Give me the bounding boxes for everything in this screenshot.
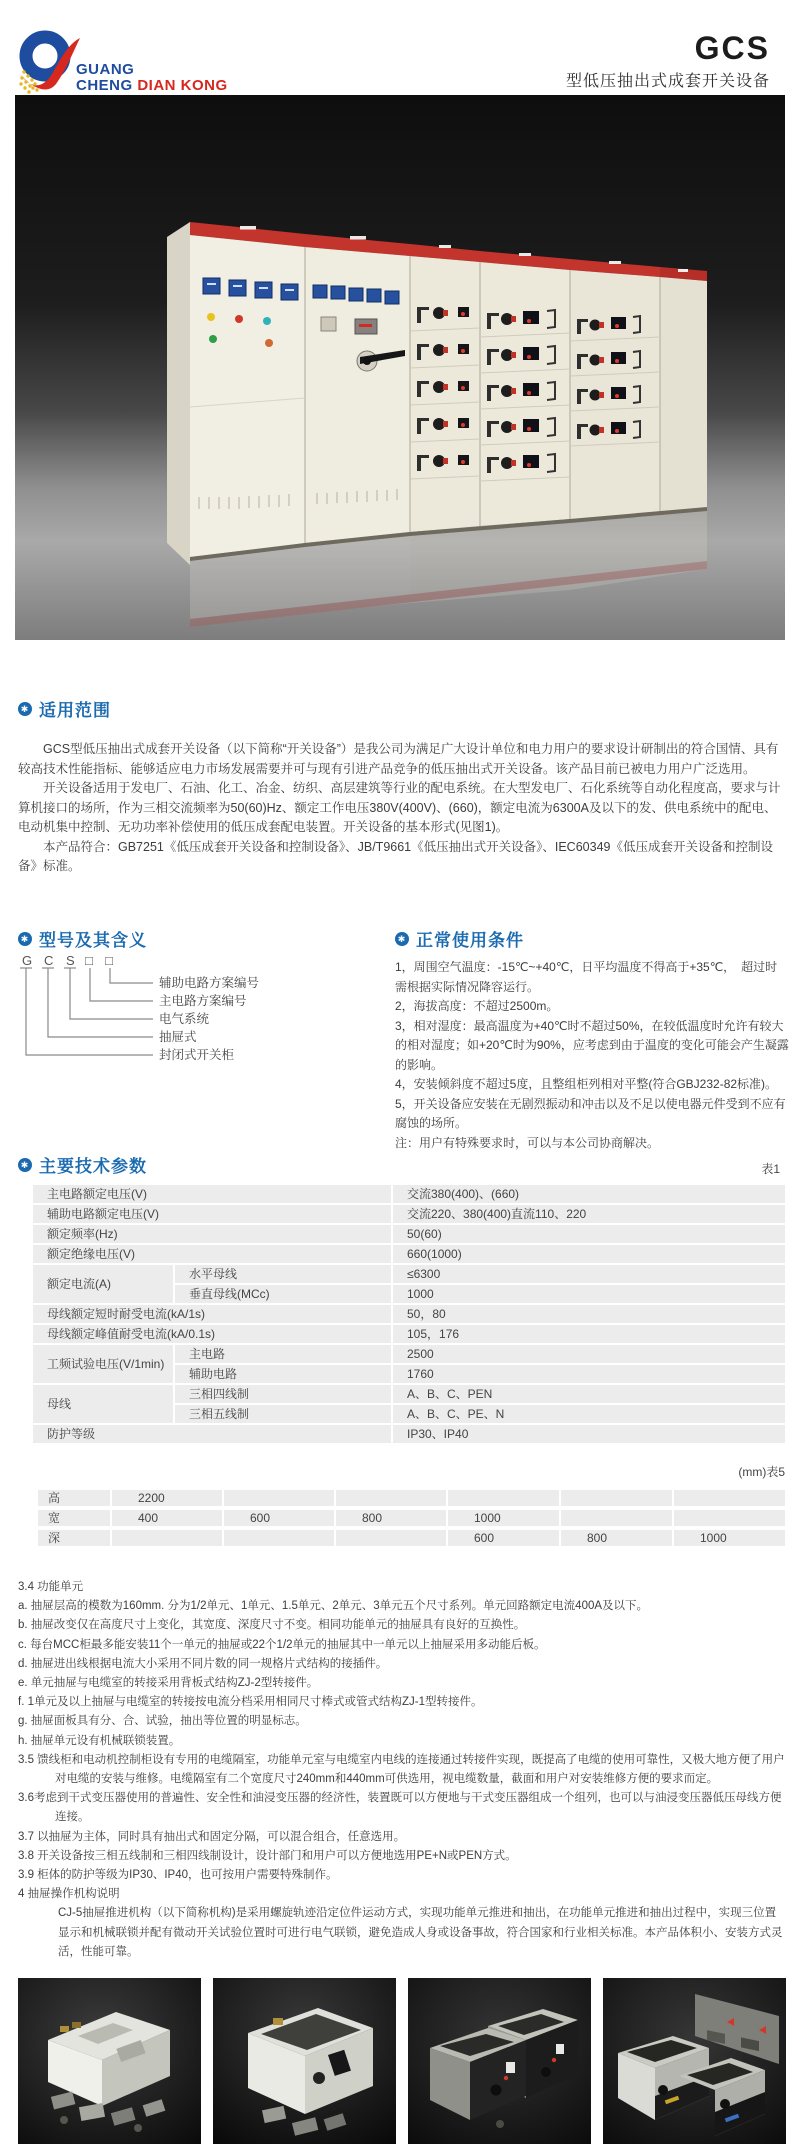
feature-line: CJ-5抽屉推进机构（以下简称机构)是采用螺旋轨迹沿定位件运动方式，实现功能单元推进和抽出，在功能单元推进和抽出过程中，实现三位置显示和机械联锁并配有微动开关试验位置时可进行电气联锁，避免造成人身或设备事故，符合国家和行业相关标准。本产品体积小、安装方式灵活，性能可靠。 xyxy=(58,1907,783,1958)
table-row xyxy=(33,1205,785,1223)
dim-cell: 600 xyxy=(222,1510,334,1526)
model-letter: □ xyxy=(85,953,93,968)
table-row xyxy=(38,1490,785,1506)
dim-cell xyxy=(672,1490,785,1506)
condition-item: 1，周围空气温度：-15℃~+40℃，日平均温度不得高于+35℃， 超过时需根据实际情况降容运行。 xyxy=(395,960,778,994)
param-value: 50(60) xyxy=(391,1225,785,1243)
dim-cell xyxy=(222,1490,334,1506)
drawer-photo-3 xyxy=(408,1978,591,2144)
param-label: 防护等级 xyxy=(33,1425,391,1443)
features-text xyxy=(18,1578,786,1962)
logo-word-2: CHENG xyxy=(76,77,133,94)
scope-paragraph: 本产品符合：GB7251《低压成套开关设备和控制设备》、JB/T9661《低压抽出式开关设备》、IEC60349《低压成套开关设备和控制设备》标准。 xyxy=(18,839,773,873)
condition-item: 4，安装倾斜度不超过5度，且整组柜列相对平整(符合GBJ232-82标准)。 xyxy=(395,1077,778,1091)
feature-line: 3.8 开关设备按三相五线制和三相四线制设计，设计部门和用户可以方便地选用PE+N或PEN方式。 xyxy=(18,1849,517,1862)
dimensions-table xyxy=(38,1486,785,1550)
param-sublabel: 辅助电路 xyxy=(173,1365,391,1383)
model-letter: C xyxy=(44,953,54,968)
param-sublabel: 主电路 xyxy=(173,1345,391,1363)
model-label: 辅助电路方案编号 xyxy=(159,976,260,990)
param-value: IP30、IP40 xyxy=(391,1425,785,1443)
star-icon: ✱ xyxy=(395,932,409,946)
logo-word-1: GUANG xyxy=(76,61,135,78)
drawer-photo-1 xyxy=(18,1978,201,2144)
page-title: GCS xyxy=(694,30,770,66)
param-label: 母线额定峰值耐受电流(kA/0.1s) xyxy=(33,1325,391,1343)
param-sublabel: 三相五线制 xyxy=(173,1405,391,1423)
param-value: 交流380(400)、(660) xyxy=(391,1185,785,1203)
param-sublabel: 水平母线 xyxy=(173,1265,391,1283)
dim-cell: 1000 xyxy=(672,1530,785,1546)
page-subtitle: 型低压抽出式成套开关设备 xyxy=(565,73,770,90)
param-value: 660(1000) xyxy=(391,1245,785,1263)
company-logo-icon xyxy=(12,26,82,96)
header xyxy=(0,0,800,95)
param-value: 1760 xyxy=(391,1365,785,1383)
dim-cell: 400 xyxy=(110,1510,222,1526)
dim-cell xyxy=(559,1490,672,1506)
feature-line: b. 抽屉改变仅在高度尺寸上变化，其宽度、深度尺寸不变。相同功能单元的抽屉具有良好的互换性。 xyxy=(18,1619,526,1632)
feature-line: 3.5 馈线柜和电动机控制柜设有专用的电缆隔室，功能单元室与电缆室内电线的连接通过转接件实现，既提高了电缆的使用可靠性，又极大地方便了用户对电缆的安装与维修。电缆隔室有二个宽度尺寸240mm和440mm可供选用，视电缆数量，截面和用户对安装维修方便的要求而定。 xyxy=(18,1753,785,1786)
param-value: 105，176 xyxy=(391,1325,785,1343)
feature-line: d. 抽屉进出线根据电流大小采用不同片数的同一规格片式结构的接插件。 xyxy=(18,1657,388,1670)
param-value: 交流220、380(400)直流110、220 xyxy=(391,1205,785,1223)
feature-line: f. 1单元及以上抽屉与电缆室的转接按电流分档采用相同尺寸棒式或管式结构ZJ-1型转接件。 xyxy=(18,1696,483,1709)
param-value: 1000 xyxy=(391,1285,785,1303)
feature-line: 3.6考虑到干式变压器使用的普遍性、安全性和油浸变压器的经济性，装置既可以方便地与干式变压器组成一个组列，也可以与油浸变压器低压母线方便连接。 xyxy=(18,1792,782,1824)
param-value: 50，80 xyxy=(391,1305,785,1323)
param-value: ≤6300 xyxy=(391,1265,785,1283)
table-row xyxy=(33,1245,785,1263)
dim-cell: 2200 xyxy=(110,1490,222,1506)
table-row xyxy=(38,1530,785,1546)
dim-row-label: 深 xyxy=(38,1530,110,1546)
feature-line: 4 抽屉操作机构说明 xyxy=(18,1888,120,1901)
param-value: A、B、C、PE、N xyxy=(391,1405,785,1423)
param-value: A、B、C、PEN xyxy=(391,1385,785,1403)
drawer-photo-2 xyxy=(213,1978,396,2144)
parameters-table xyxy=(33,1183,785,1445)
company-name xyxy=(76,62,228,94)
feature-line: 3.7 以抽屉为主体，同时具有抽出式和固定分隔，可以混合组合，任意选用。 xyxy=(18,1830,406,1843)
param-label: 母线 xyxy=(33,1385,173,1423)
table-row xyxy=(33,1425,785,1443)
section-title: 主要技术参数 xyxy=(39,1157,147,1176)
dim-cell xyxy=(222,1530,334,1546)
dim-row-label: 宽 xyxy=(38,1510,110,1526)
dim-cell: 1000 xyxy=(446,1510,559,1526)
section-title: 正常使用条件 xyxy=(416,931,524,950)
scope-paragraph: GCS型低压抽出式成套开关设备（以下简称“开关设备”）是我公司为满足广大设计单位和电力用户的要求设计研制出的符合国情、具有较高技术性能指标、能够适应电力市场发展需要并可与现有引进产品竞争的低压抽出式开关设备。该产品目前已被电力用户广泛选用。 xyxy=(18,742,779,776)
star-icon: ✱ xyxy=(18,702,32,716)
section-title: 适用范围 xyxy=(39,701,111,720)
table-row xyxy=(38,1510,785,1526)
param-label: 母线额定短时耐受电流(kA/1s) xyxy=(33,1305,391,1323)
switchgear-product-photo xyxy=(15,95,785,640)
scope-paragraph: 开关设备适用于发电厂、石油、化工、冶金、纺织、高层建筑等行业的配电系统。在大型发电厂、石化系统等自动化程度高，要求与计算机接口的场所，作为三相交流频率为50(60)Hz、额定工作电压380V(400V)、(660)，额定电流为6300A及以下的发、供电系统中的配电、电动机集中控制、无功功率补偿使用的低压成套配电装置。开关设备的基本形式(见图1)。 xyxy=(18,781,781,834)
dim-cell: 800 xyxy=(334,1510,446,1526)
model-code-diagram xyxy=(18,952,388,1072)
dim-cell: 600 xyxy=(446,1530,559,1546)
param-label: 工频试验电压(V/1min) xyxy=(33,1345,173,1383)
model-letter: G xyxy=(22,953,33,968)
star-icon: ✱ xyxy=(18,932,32,946)
condition-item: 3，相对湿度：最高温度为+40℃时不超过50%，在较低温度时允许有较大的相对湿度；如+20℃时为90%，应考虑到由于温度的变化可能会产生凝露的影响。 xyxy=(395,1018,789,1072)
dim-cell xyxy=(110,1530,222,1546)
table-row xyxy=(33,1305,785,1323)
table-row xyxy=(33,1345,785,1363)
model-label: 电气系统 xyxy=(159,1012,210,1026)
drawer-unit-photos xyxy=(18,1978,784,2144)
model-letter: □ xyxy=(105,953,113,968)
table5-unit-tag: (mm)表5 xyxy=(738,1465,785,1479)
feature-line: h. 抽屉单元设有机械联锁装置。 xyxy=(18,1734,181,1747)
feature-line: g. 抽屉面板具有分、合、试验，抽出等位置的明显标志。 xyxy=(18,1715,307,1728)
conditions-list xyxy=(395,958,789,1153)
dim-cell: 800 xyxy=(559,1530,672,1546)
model-label: 主电路方案编号 xyxy=(159,994,247,1008)
dim-cell xyxy=(559,1510,672,1526)
table-row xyxy=(33,1385,785,1403)
table-row xyxy=(33,1325,785,1343)
model-label: 封闭式开关柜 xyxy=(159,1048,235,1062)
dim-cell xyxy=(334,1530,446,1546)
param-sublabel: 垂直母线(MCc) xyxy=(173,1285,391,1303)
star-icon: ✱ xyxy=(18,1158,32,1172)
condition-note: 注：用户有特殊要求时，可以与本公司协商解决。 xyxy=(395,1135,660,1150)
dim-cell xyxy=(446,1490,559,1506)
condition-item: 2，海拔高度：不超过2500m。 xyxy=(395,999,559,1013)
param-value: 2500 xyxy=(391,1345,785,1363)
param-label: 主电路额定电压(V) xyxy=(33,1185,391,1203)
feature-line: 3.4 功能单元 xyxy=(18,1581,84,1593)
feature-line: a. 抽屉层高的模数为160mm. 分为1/2单元、1单元、1.5单元、2单元、3单元五个尺寸系列。单元回路额定电流400A及以下。 xyxy=(18,1600,649,1613)
logo-word-3: DIAN KONG xyxy=(137,77,228,94)
model-label: 抽屉式 xyxy=(159,1030,197,1044)
dim-cell xyxy=(334,1490,446,1506)
feature-line: c. 每台MCC柜最多能安装11个一单元的抽屉或22个1/2单元的抽屉其中一单元以上抽屉采用多动能后板。 xyxy=(18,1638,546,1651)
scope-text xyxy=(18,740,784,877)
table-row xyxy=(33,1185,785,1203)
drawer-photo-4 xyxy=(603,1978,786,2144)
param-sublabel: 三相四线制 xyxy=(173,1385,391,1403)
section-heading-conditions xyxy=(395,926,524,951)
dim-row-label: 高 xyxy=(38,1490,110,1506)
param-label: 额定频率(Hz) xyxy=(33,1225,391,1243)
table-row xyxy=(33,1265,785,1283)
section-heading-parameters xyxy=(18,1152,147,1177)
feature-line: e. 单元抽屉与电缆室的转接采用背板式结构ZJ-2型转接件。 xyxy=(18,1677,319,1690)
table-row xyxy=(33,1225,785,1243)
condition-item: 5，开关设备应安装在无剧烈振动和冲击以及不足以使电器元件受到不应有腐蚀的场所。 xyxy=(395,1096,786,1130)
section-heading-model xyxy=(18,926,147,951)
section-title: 型号及其含义 xyxy=(39,931,147,950)
model-letter: S xyxy=(66,953,75,968)
param-label: 辅助电路额定电压(V) xyxy=(33,1205,391,1223)
param-label: 额定绝缘电压(V) xyxy=(33,1245,391,1263)
dim-cell xyxy=(672,1510,785,1526)
param-label: 额定电流(A) xyxy=(33,1265,173,1303)
section-heading-scope xyxy=(18,696,111,721)
table1-tag: 表1 xyxy=(761,1162,780,1176)
feature-line: 3.9 柜体的防护等级为IP30、IP40，也可按用户需要特殊制作。 xyxy=(18,1869,338,1882)
